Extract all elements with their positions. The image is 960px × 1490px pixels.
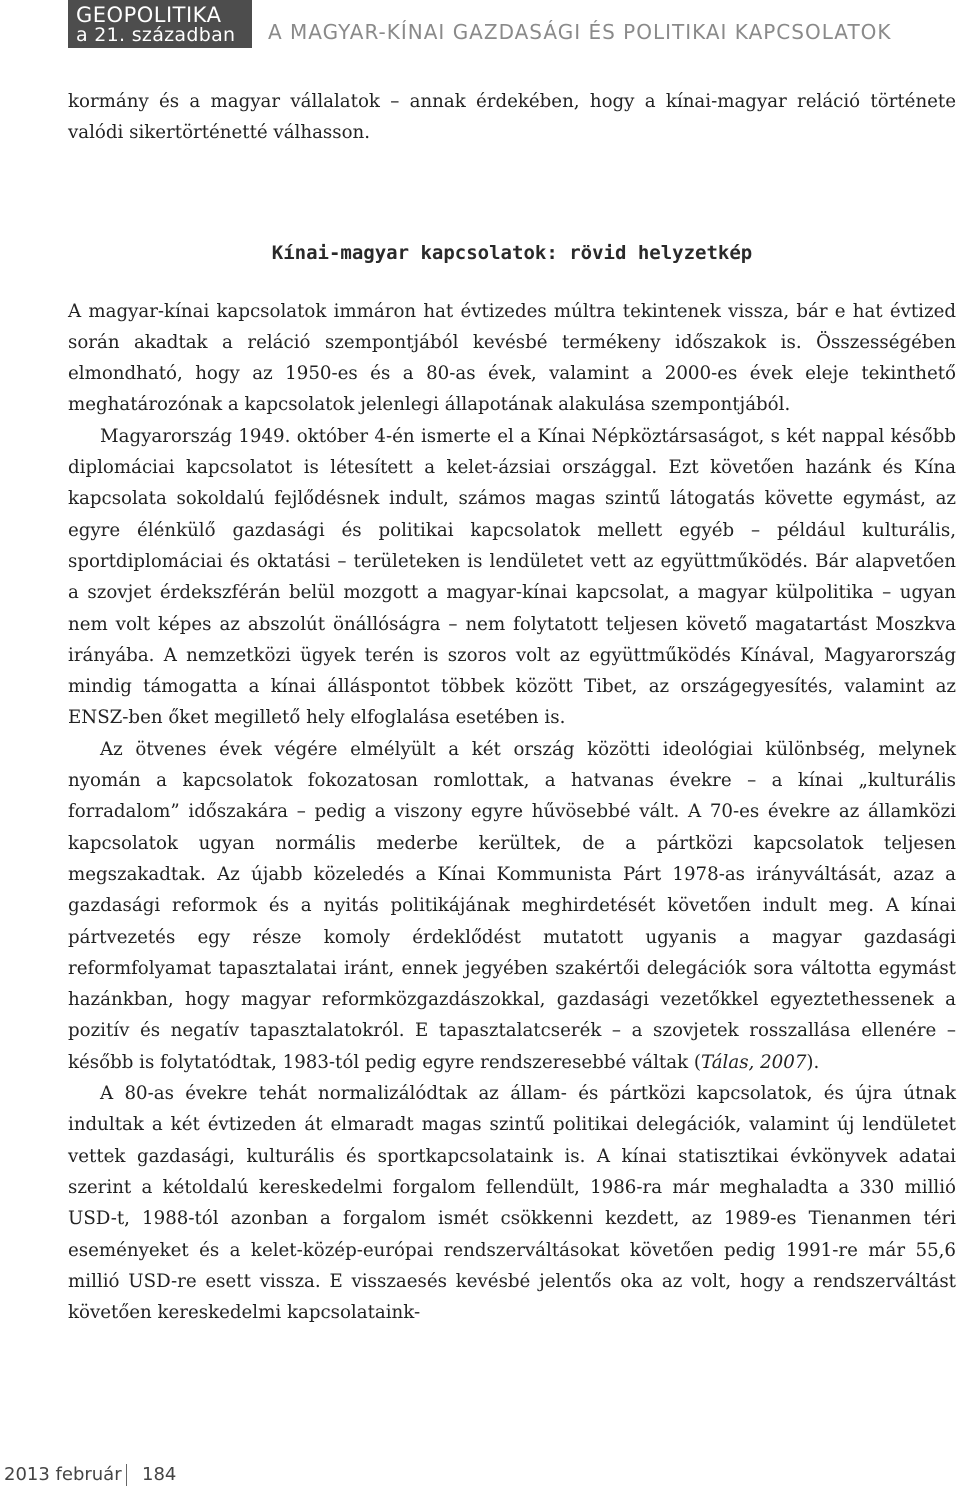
section-heading: Kínai-magyar kapcsolatok: rövid helyzetkép <box>271 241 753 264</box>
intro-paragraph: kormány és a magyar vállalatok – annak érdekében, hogy a kínai-magyar reláció története valódi sikertörténetté válhasson. <box>68 91 956 144</box>
page-number: 184 <box>142 1464 177 1485</box>
journal-brand-box <box>68 0 252 48</box>
page-header <box>68 0 960 48</box>
paragraph-3 <box>68 734 956 1078</box>
article-body <box>68 86 956 1328</box>
journal-name: GEOPOLITIKA <box>76 3 222 27</box>
paragraph-4: A 80-as évekre tehát normalizálódtak az állam- és pártközi kapcsolatok, és újra útnak indultak a két évtizeden át elmaradt magas szintű politikai delegációk, valamint új lendületet vettek gazdasági, kulturális és sportkapcsolataink is. A kínai statisztikai évkönyvek adatai szerint a kétoldalú kereskedelmi forgalom fellendült, 1986-ra már meghaladta a 330 millió USD-t, 1988-tól azonban a forgalom ismét csökkenni kezdett, az 1989-es Tienanmen téri eseményeket és a kelet-közép-európai rendszerváltásokat követően pedig 1991-re már 55,6 millió USD-re esett vissza. E visszaesés kevésbé jelentős oka az volt, hogy a rendszerváltást követően kereskedelmi kapcsolataink- <box>68 1083 956 1324</box>
journal-subtitle: a 21. században <box>76 24 236 46</box>
citation: Tálas, 2007 <box>700 1051 807 1073</box>
paragraph-1: A magyar-kínai kapcsolatok immáron hat évtizedes múltra tekintenek vissza, bár e hat évtized során akadtak a reláció szempontjából kevésbé termékeny időszakok is. Összességében elmondható, hogy az 1950-es és a 80-as évek, valamint a 2000-es évek eleje tekinthető meghatározónak a kapcsolatok jelenlegi állapotának alakulása szempontjából. <box>68 300 956 416</box>
issue-date: 2013 február <box>4 1464 122 1485</box>
paragraph-2: Magyarország 1949. október 4-én ismerte el a Kínai Népköztársaságot, s két nappal később diplomáciai kapcsolatot is létesített a kelet-ázsiai országgal. Ezt követően hazánk és Kína kapcsolata sokoldalú fejlődésnek indult, számos magas szintű látogatás követte egymást, az egyre élénkülő gazdasági és politikai kapcsolatok mellett egyéb – például kulturális, sportdiplomáciai és oktatási – területeken is lendületet vett az együttműködés. Bár alapvetően a szovjet érdekszférán belül mozgott a magyar-kínai kapcsolat, a magyar külpolitika – ugyan nem volt képes az abszolút önállóságra – nem folytatott teljesen követő magatartást Moszkva irányába. A nemzetközi ügyek terén is szoros volt az együttműködés Kínával, Magyarország mindig támogatta a kínai álláspontot többek között Tibet, az országegyesítés, valamint az ENSZ-ben őket megillető hely elfoglalása esetében is. <box>68 425 956 729</box>
citation-close: ). <box>806 1051 820 1073</box>
paragraph-3-text: Az ötvenes évek végére elmélyült a két ország közötti ideológiai különbség, melynek nyomán a kapcsolatok fokozatosan romlottak, a hatvanas évekre – a kínai „kulturális forradalom” időszakára – pedig a viszony egyre hűvösebbé vált. A 70-es évekre az államközi kapcsolatok ugyan normális mederbe kerültek, de a pártközi kapcsolatok teljesen megszakadtak. Az újabb közeledés a Kínai Kommunista Párt 1978-as irányváltását, azaz a gazdasági reformok és a nyitás politikájának meghirdetését követően indult meg. A kínai pártvezetés egy része komoly érdeklődést mutatott ugyanis a magyar gazdasági reformfolyamat tapasztalatai iránt, ennek jegyében szakértői delegációk sora váltotta egymást hazánkban, hogy magyar reformközgazdászokkal, gazdasági vezetőkkel egyeztethessenek a pozitív és negatív tapasztalatokról. E tapasztalatcserék – a szovjetek rosszallása ellenére – később is folytatódtak, 1983-tól pedig egyre rendszeresebbé váltak ( <box>68 738 956 1073</box>
running-title: A MAGYAR-KÍNAI GAZDASÁGI ÉS POLITIKAI KAPCSOLATOK <box>268 20 892 44</box>
footer-divider <box>126 1464 127 1486</box>
page-footer <box>0 1460 200 1490</box>
